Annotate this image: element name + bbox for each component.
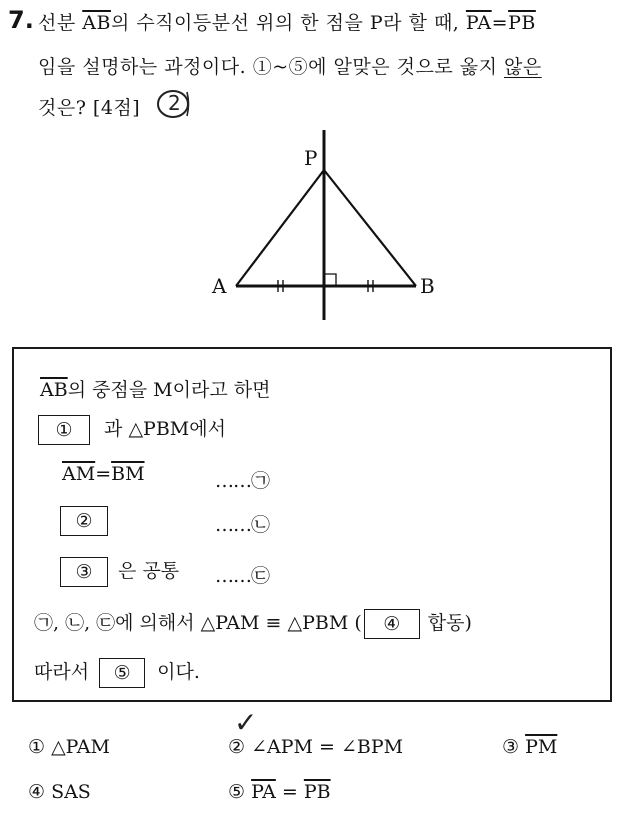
question-text: 것은? [4점] bbox=[38, 97, 141, 119]
reason-marker-1: ……㉠ bbox=[215, 470, 270, 492]
question-line-3 bbox=[38, 93, 140, 120]
reason-marker-3: ……㉢ bbox=[215, 565, 270, 587]
proof-text: 의 중점을 M이라고 하면 bbox=[67, 379, 271, 401]
segment-pa: $\overline{PA}$ bbox=[465, 12, 492, 34]
point-a-label: A bbox=[212, 274, 227, 298]
perpendicular-bisector-diagram bbox=[200, 128, 450, 328]
emphasis-not: 않은 bbox=[503, 56, 542, 78]
choice-4: ④ SAS bbox=[28, 781, 91, 803]
equals-sign: = bbox=[275, 781, 304, 803]
triangle-figure bbox=[200, 128, 450, 328]
proof-line-5 bbox=[60, 556, 179, 587]
proof-text: 은 공통 bbox=[118, 560, 180, 582]
question-line-1 bbox=[38, 8, 536, 35]
handwritten-answer bbox=[156, 88, 192, 120]
blank-box-1: ① bbox=[38, 415, 90, 445]
question-text: 의 수직이등분선 위의 한 점을 P라 할 때, bbox=[110, 12, 466, 34]
proof-line-4 bbox=[60, 506, 108, 536]
segment-pa: $\overline{PA}$ bbox=[251, 781, 276, 803]
proof-line-1 bbox=[40, 375, 270, 402]
proof-text: 합동) bbox=[427, 612, 472, 634]
reason-marker-2: ……㉡ bbox=[215, 514, 270, 536]
segment-pm: $\overline{PM}$ bbox=[525, 736, 558, 758]
handwritten-digit: 2 bbox=[168, 91, 181, 115]
question-text: 선분 bbox=[38, 12, 83, 34]
question-text: 임을 설명하는 과정이다. ①~⑤에 알맞은 것으로 옳지 bbox=[38, 56, 504, 78]
segment-am: $\overline{AM}$ bbox=[62, 463, 96, 485]
segment-pb: $\overline{PB}$ bbox=[508, 12, 536, 34]
proof-text: ㉠, ㉡, ㉢에 의해서 △PAM ≡ △PBM ( bbox=[34, 612, 362, 634]
blank-box-4: ④ bbox=[364, 609, 420, 639]
proof-line-6 bbox=[34, 608, 472, 639]
check-mark-icon: ✓ bbox=[234, 706, 258, 739]
proof-line-7 bbox=[34, 657, 200, 688]
segment-ab: $\overline{AB}$ bbox=[82, 12, 111, 34]
equals-sign: = bbox=[491, 12, 509, 34]
choice-1: ① △PAM bbox=[28, 736, 110, 758]
proof-text: 과 △PBM에서 bbox=[104, 418, 226, 440]
segment-pb: $\overline{PB}$ bbox=[303, 781, 331, 803]
question-number: 7. bbox=[8, 6, 34, 34]
proof-text: 따라서 bbox=[34, 661, 90, 683]
choice-number: ③ bbox=[502, 736, 526, 758]
choice-3 bbox=[502, 736, 557, 758]
proof-line-3 bbox=[62, 463, 145, 485]
segment-ab: $\overline{AB}$ bbox=[40, 379, 68, 401]
proof-line-2 bbox=[38, 414, 226, 445]
blank-box-5: ⑤ bbox=[99, 658, 145, 688]
choice-number: ⑤ bbox=[228, 781, 252, 803]
choice-5 bbox=[228, 781, 331, 803]
blank-box-3: ③ bbox=[60, 557, 108, 587]
choice-2: ② ∠APM = ∠BPM bbox=[228, 736, 404, 758]
point-p-label: P bbox=[304, 146, 318, 170]
equals-sign: = bbox=[95, 463, 112, 485]
proof-text: 이다. bbox=[157, 661, 200, 683]
point-b-label: B bbox=[420, 274, 435, 298]
segment-bm: $\overline{BM}$ bbox=[111, 463, 145, 485]
blank-box-2: ② bbox=[60, 506, 108, 536]
question-line-2 bbox=[38, 52, 542, 79]
